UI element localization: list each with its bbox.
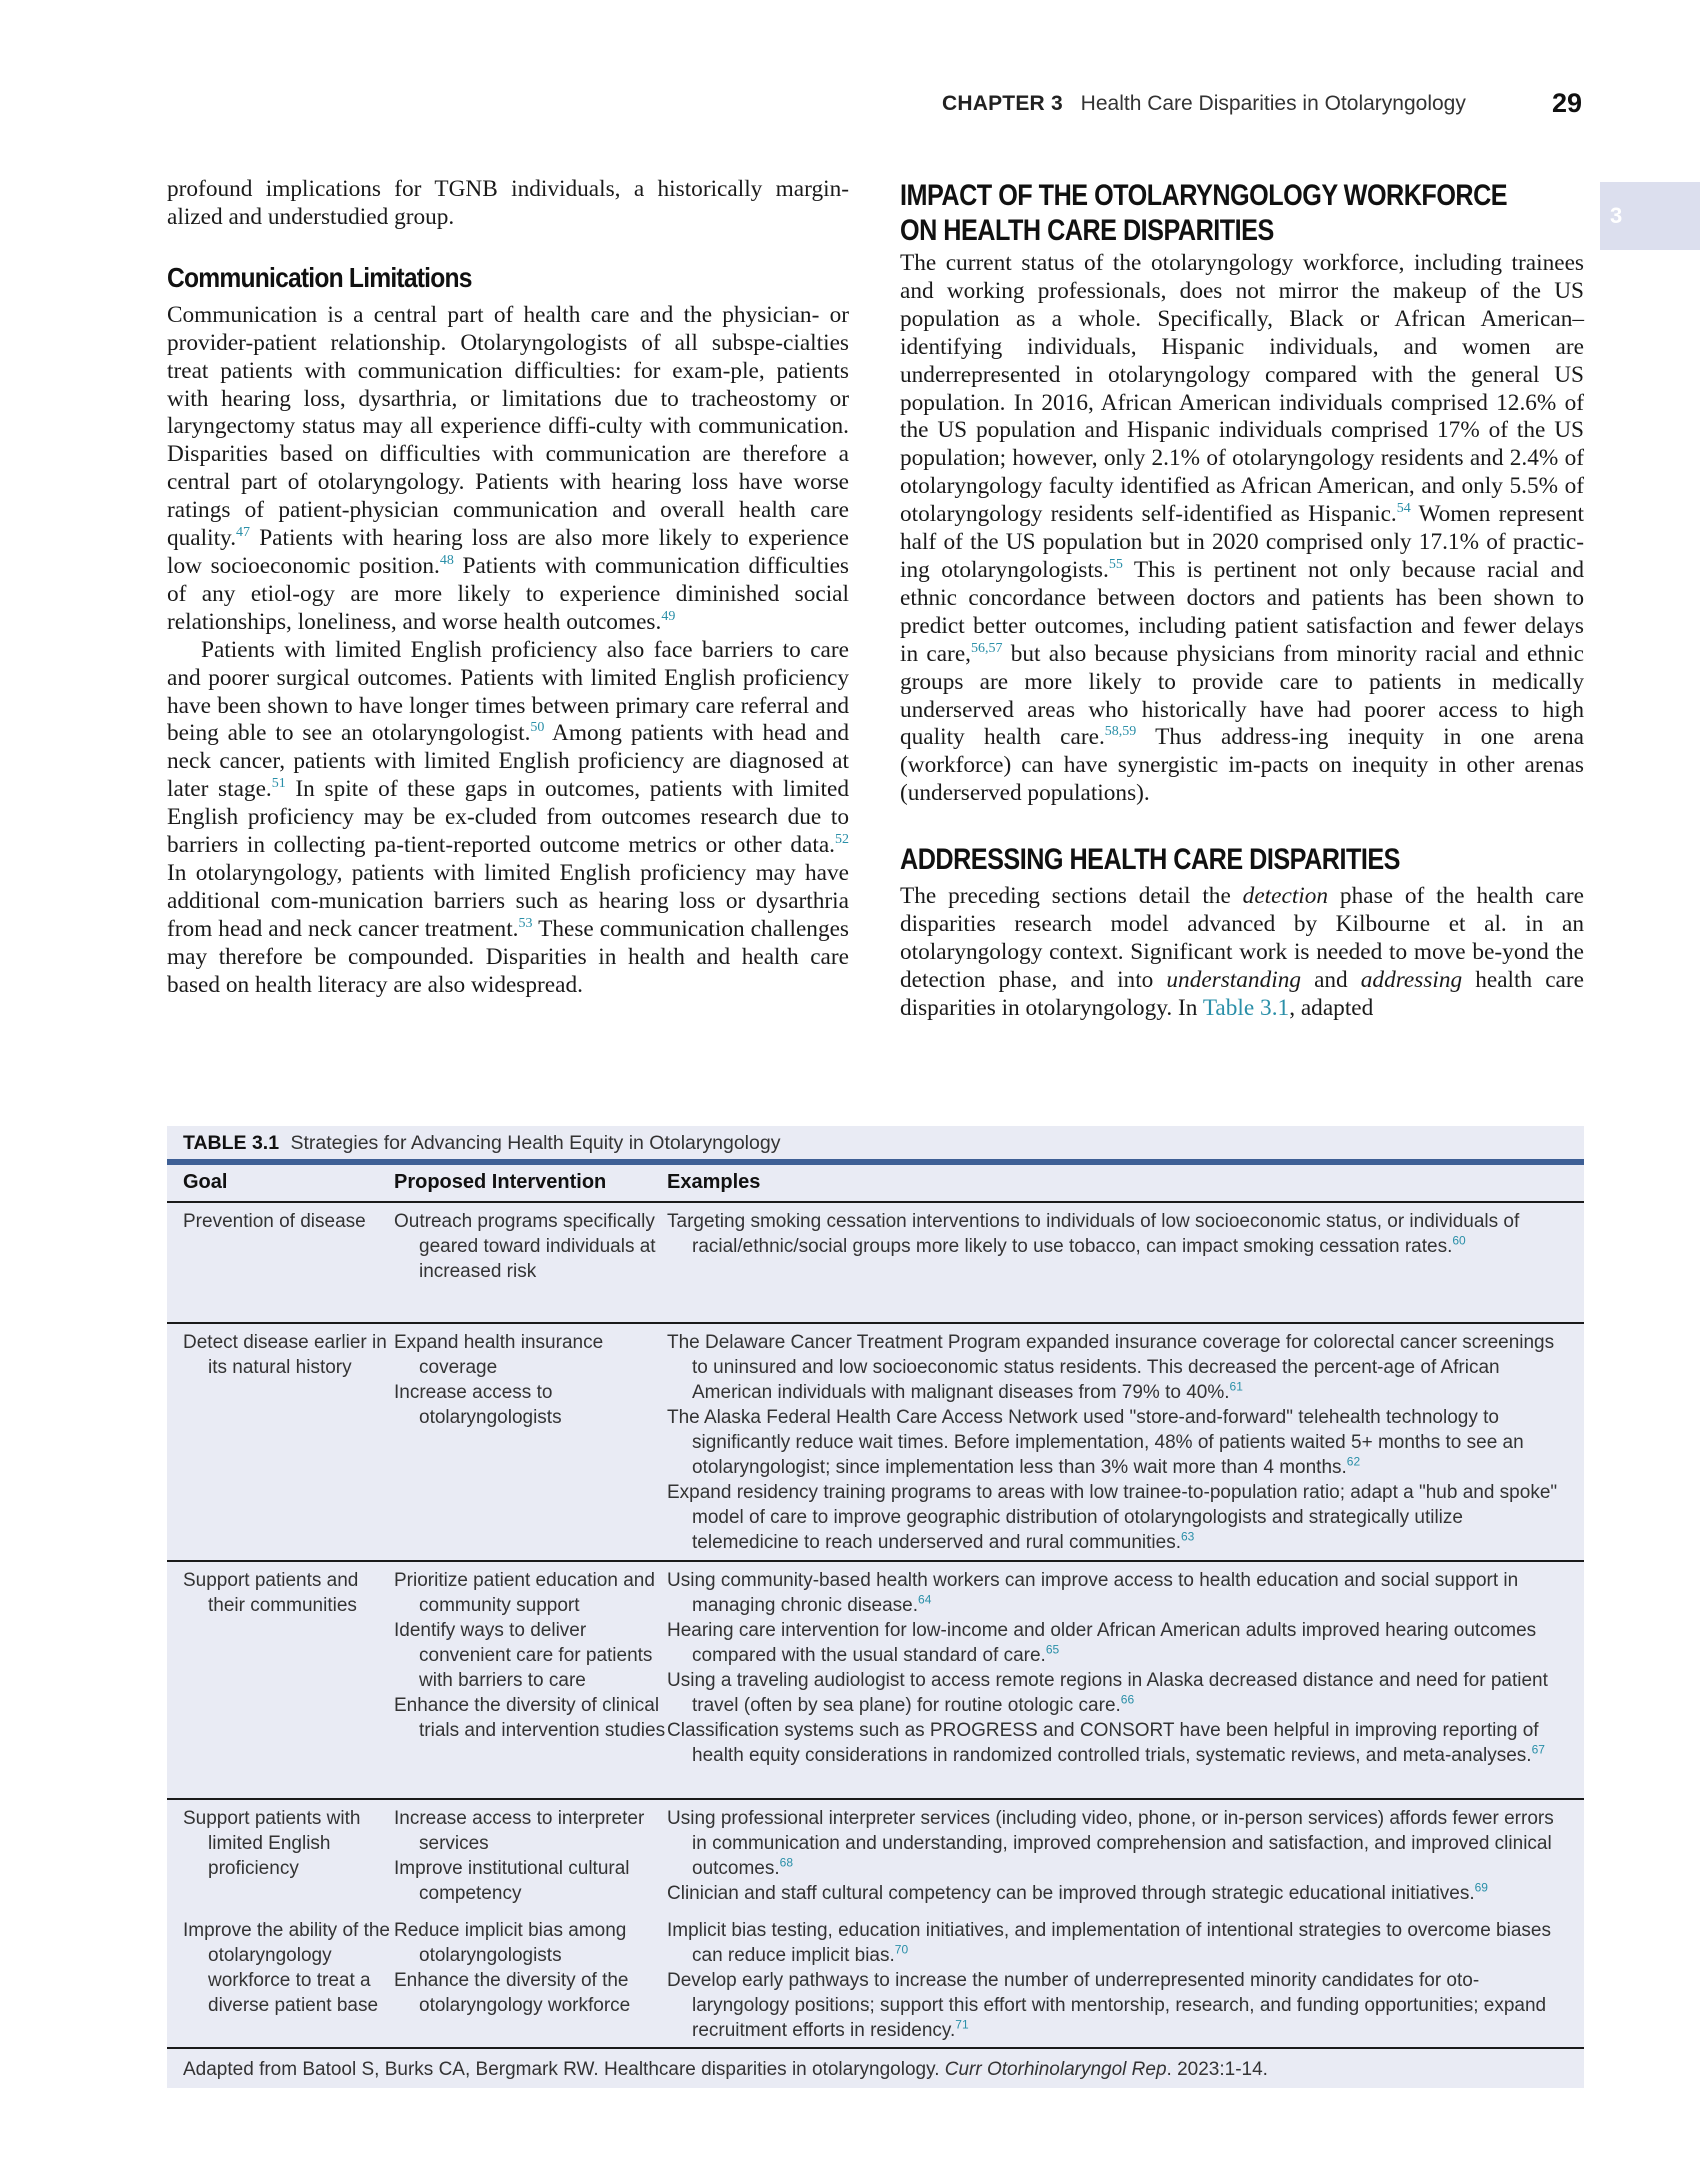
text-run: Thus address-ing inequity in one arena (workforce) can have synergistic im-pacts on inequity in other arenas (underserved populations).: [900, 724, 1584, 807]
intervention-item: Identify ways to deliver convenient care for patients with barriers to care: [394, 1620, 653, 1691]
chapter-label: CHAPTER 3: [942, 92, 1063, 115]
footnote-text: Adapted from Batool S, Burks CA, Bergmark RW. Healthcare disparities in otolaryngology.: [183, 2059, 945, 2080]
text-run: These communication challenges may therefore be compounded. Disparities in health and health care based on health literacy are also widespread.: [167, 915, 850, 998]
citation-ref[interactable]: 62: [1346, 1454, 1361, 1469]
text-run: but also because physicians from minority racial and ethnic groups are more likely to provide care to patients in medically underserved areas who historically have had poorer access to high quality health care.: [900, 640, 1584, 751]
section-heading-addressing: ADDRESSING HEALTH CARE DISPARITIES: [900, 843, 1400, 877]
example-text: Using a traveling audiologist to access remote regions in Alaska decreased distance and need for patient travel (often by sea plane) for routine otologic care.: [667, 1670, 1548, 1716]
citation-ref[interactable]: 69: [1474, 1880, 1488, 1895]
paragraph-communication-1: [167, 302, 849, 637]
text-run: Patients with limited English proficiency also face barriers to care and poorer surgical outcomes. Patients with limited English proficiency have been shown to have longer times between primary care referral and being able to see an otolaryngologist.: [167, 636, 849, 747]
text-run: Patients with hearing loss are also more likely to experience low socioeconomic position.: [167, 525, 849, 579]
citation-ref[interactable]: 68: [779, 1855, 794, 1870]
example-item: [667, 1968, 1570, 2043]
citation-ref[interactable]: 49: [661, 609, 676, 625]
table-row: [167, 1912, 1584, 2049]
intervention-item: Reduce implicit bias among otolaryngologists: [394, 1920, 627, 1966]
example-text: Targeting smoking cessation interventions to individuals of low socioeconomic status, or individuals of racial/ethnic/social groups more likely to use tobacco, can impact smoking cessation rates.: [667, 1211, 1520, 1257]
table-row: [167, 1562, 1584, 1800]
example-item: [667, 1881, 1570, 1906]
citation-ref[interactable]: 65: [1045, 1642, 1060, 1657]
column-header-goal: Goal: [183, 1171, 228, 1193]
text-run: and: [1301, 966, 1361, 993]
goal-cell: Support patients with limited English proficiency: [183, 1808, 361, 1879]
citation-ref[interactable]: 56,57: [970, 640, 1003, 656]
table-footnote: [167, 2049, 1584, 2091]
paragraph-workforce: [900, 250, 1584, 808]
thumb-tab-number: 3: [1610, 203, 1623, 228]
citation-ref[interactable]: 67: [1531, 1742, 1545, 1757]
text-run: In spite of these gaps in outcomes, patients with limited English proficiency may be ex-cluded from outcomes research due to barriers in collecting pa-tient-reported outcome metrics or other data.: [167, 776, 849, 859]
emphasis: understanding: [1166, 966, 1301, 993]
heading-line: IMPACT OF THE OTOLARYNGOLOGY WORKFORCE: [900, 179, 1508, 212]
emphasis: addressing: [1360, 966, 1463, 993]
table-number: TABLE 3.1: [183, 1132, 280, 1154]
text-run: In otolaryngology, patients with limited English proficiency may have additional com-munication barriers such as hearing loss or dysarthria from head and neck cancer treatment.: [167, 859, 849, 942]
example-item: [667, 1918, 1570, 1968]
goal-cell: Support patients and their communities: [183, 1570, 359, 1616]
chapter-thumb-tab: [1600, 182, 1700, 250]
citation-ref[interactable]: 70: [894, 1942, 909, 1957]
intervention-item: Enhance the diversity of clinical trials and intervention studies: [394, 1695, 666, 1741]
text-run: The preceding sections detail the: [900, 883, 1243, 910]
intervention-item: Outreach programs specifically geared toward individuals at increased risk: [394, 1211, 656, 1282]
column-header-examples: Examples: [667, 1171, 761, 1193]
example-item: [667, 1330, 1570, 1405]
example-text: Clinician and staff cultural competency can be improved through strategic educational initiatives.: [667, 1883, 1475, 1904]
goal-cell: Prevention of disease: [183, 1211, 366, 1232]
example-item: [667, 1618, 1570, 1668]
text-run: This is pertinent not only because racial and ethnic concordance between doctors and patients has been shown to predict better outcomes, including patient satisfaction and fewer delays in care,: [900, 556, 1584, 667]
text-run: phase of the health care disparities research model advanced by Kilbourne et al. in an otolaryngology context. Significant work is needed to move be-yond the detection phase, and into: [900, 883, 1585, 993]
example-item: [667, 1209, 1570, 1259]
text-run: Women represent half of the US population but in 2020 comprised only 17.1% of practic-ing otolaryngologists.: [900, 501, 1584, 583]
text-run: Patients with communication difficulties of any etiol-ogy are more likely to experience diminished social relationships, loneliness, and worse health outcomes.: [167, 552, 849, 635]
left-column: [167, 176, 849, 999]
example-text: Develop early pathways to increase the number of underrepresented minority candidates for oto-laryngology positions; support this effort with mentorship, research, and funding opportunities; expand recruitment efforts in residency.: [667, 1970, 1547, 2041]
citation-ref[interactable]: 47: [236, 525, 251, 541]
intervention-item: Increase access to interpreter services: [394, 1808, 645, 1854]
citation-ref[interactable]: 61: [1229, 1379, 1243, 1394]
citation-ref[interactable]: 63: [1180, 1529, 1195, 1544]
example-text: Expand residency training programs to areas with low trainee-to-population ratio; adapt a "hub and spoke" model of care to improve geographic distribution of otolaryngologists and strategically utilize telemedicine to reach underserved and rural communities.: [667, 1482, 1558, 1553]
chapter-title: Health Care Disparities in Otolaryngology: [1080, 92, 1466, 115]
table-title: Strategies for Advancing Health Equity in Otolaryngology: [290, 1132, 781, 1154]
citation-ref[interactable]: 51: [271, 776, 286, 792]
example-text: Implicit bias testing, education initiatives, and implementation of intentional strategies to overcome biases can reduce implicit bias.: [667, 1920, 1551, 1966]
goal-cell: Detect disease earlier in its natural history: [183, 1332, 387, 1378]
text-run: The current status of the otolaryngology workforce, including trainees and working professionals, does not mirror the makeup of the US population as a whole. Specifically, Black or African American–identifying individuals, Hispanic individuals, and women are underrepresented in otolaryngology compared with the general US population. In 2016, African American individuals comprised 12.6% of the US population and Hispanic individuals comprised 17% of the US population; however, only 2.1% of otolaryngology residents and 2.4% of otolaryngology faculty identified as African American, and only 5.5% of otolaryngology residents self-identified as Hispanic.: [900, 250, 1584, 528]
right-column: [900, 178, 1584, 1023]
citation-ref[interactable]: 60: [1452, 1233, 1466, 1248]
example-item: [667, 1405, 1570, 1480]
text-run: Among patients with head and neck cancer, patients with limited English proficiency are diagnosed at later stage.: [167, 720, 849, 803]
table-row: [167, 1203, 1584, 1324]
citation-ref[interactable]: 64: [918, 1592, 932, 1607]
paragraph-communication-2: [167, 637, 849, 1000]
page-number: 29: [1552, 88, 1583, 118]
column-header-intervention: Proposed Intervention: [394, 1171, 607, 1193]
example-text: Classification systems such as PROGRESS and CONSORT have been helpful in improving reporting of health equity considerations in randomized controlled trials, systematic reviews, and meta-analyses.: [667, 1720, 1539, 1766]
citation-ref[interactable]: 55: [1108, 557, 1123, 573]
table-caption: [167, 1126, 1584, 1159]
citation-ref[interactable]: 50: [530, 720, 545, 736]
table-3-1: [167, 1126, 1584, 2088]
heading-line: ON HEALTH CARE DISPARITIES: [900, 214, 1274, 247]
intervention-item: Increase access to otolaryngologists: [394, 1382, 562, 1428]
goal-cell: Improve the ability of the otolaryngology workforce to treat a diverse patient base: [183, 1920, 390, 2016]
text-run: Communication is a central part of health care and the physician- or provider-patient relationship. Otolaryngologists of all subspe-cialties treat patients with communication difficulties: for exam-ple, patients with hearing loss, dysarthria, or limitations due to tracheostomy or laryngectomy status may all experience diffi-culty with communication. Disparities based on difficulties with communication are therefore a central part of otolaryngology. Patients with hearing loss have worse ratings of patient-physician communication and overall health care quality.: [167, 301, 849, 552]
table-reference-link[interactable]: Table 3.1: [1202, 994, 1290, 1021]
text-run: , adapted: [1289, 994, 1374, 1021]
intervention-item: Improve institutional cultural competency: [394, 1858, 630, 1904]
table-row: [167, 1800, 1584, 1912]
example-item: [667, 1806, 1570, 1881]
intervention-item: Expand health insurance coverage: [394, 1332, 604, 1378]
example-item: [667, 1568, 1570, 1618]
citation-ref[interactable]: 71: [955, 2017, 969, 2032]
running-header: [942, 92, 1466, 116]
section-heading-workforce: [900, 178, 1508, 248]
example-text: The Alaska Federal Health Care Access Network used "store-and-forward" telehealth technology to significantly reduce wait times. Before implementation, 48% of patients waited 5+ months to see an otolaryngologist; since implementation less than 3% wait more than 4 months.: [667, 1407, 1524, 1478]
citation-ref[interactable]: 52: [835, 832, 849, 848]
citation-ref[interactable]: 48: [439, 553, 454, 569]
table-row: [167, 1324, 1584, 1562]
section-heading-communication: Communication Limitations: [167, 261, 472, 293]
citation-ref[interactable]: 58,59: [1104, 724, 1137, 740]
table-header-row: [167, 1165, 1584, 1203]
intervention-item: Prioritize patient education and community support: [394, 1570, 655, 1616]
emphasis: detection: [1242, 883, 1329, 910]
example-text: Using professional interpreter services (including video, phone, or in-person services) affords fewer errors in communication and understanding, improved comprehension and satisfaction, and improved clinical outcomes.: [667, 1808, 1554, 1879]
citation-ref[interactable]: 54: [1396, 501, 1411, 517]
example-item: [667, 1668, 1570, 1718]
example-text: Hearing care intervention for low-income and older African American adults improved hearing outcomes compared with the usual standard of care.: [667, 1620, 1537, 1666]
citation-ref[interactable]: 53: [518, 915, 533, 931]
intervention-item: Enhance the diversity of the otolaryngology workforce: [394, 1970, 631, 2016]
example-text: Using community-based health workers can improve access to health education and social support in managing chronic disease.: [667, 1570, 1519, 1616]
example-item: [667, 1718, 1570, 1768]
text-run: health care disparities in otolaryngology. In: [900, 966, 1584, 1021]
paragraph-addressing: [900, 883, 1584, 1023]
intro-paragraph: profound implications for TGNB individuals, a historically margin-alized and understudied group.: [167, 176, 849, 230]
example-text: The Delaware Cancer Treatment Program expanded insurance coverage for colorectal cancer screenings to uninsured and low socioeconomic status residents. This decreased the percent-age of African American individuals with malignant diseases from 79% to 40%.: [667, 1332, 1555, 1403]
example-item: [667, 1480, 1570, 1555]
footnote-text: . 2023:1-14.: [1166, 2059, 1268, 2080]
citation-ref[interactable]: 66: [1120, 1692, 1135, 1707]
footnote-journal: Curr Otorhinolaryngol Rep: [944, 2059, 1167, 2080]
